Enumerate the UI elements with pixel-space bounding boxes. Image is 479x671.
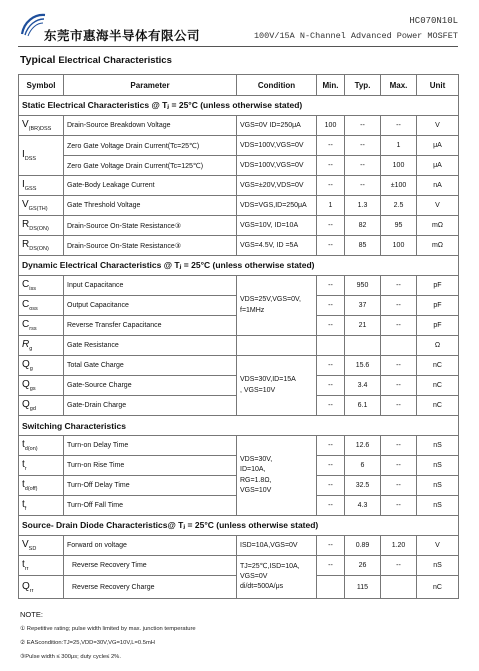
min-cell: -- xyxy=(317,176,345,196)
unit-cell: nC xyxy=(417,396,459,416)
parameter-cell: Reverse Recovery Charge xyxy=(64,576,237,599)
company-name: 东莞市惠海半导体有限公司 xyxy=(44,28,201,43)
parameter-cell: Zero Gate Voltage Drain Current(Tc=25℃) xyxy=(64,136,237,156)
typ-cell: 0.89 xyxy=(345,536,381,556)
typ-cell: -- xyxy=(345,156,381,176)
min-cell: -- xyxy=(317,136,345,156)
typ-cell: -- xyxy=(345,116,381,136)
min-cell: -- xyxy=(317,496,345,516)
typ-cell: 6.1 xyxy=(345,396,381,416)
symbol-cell: $R_g$ xyxy=(19,336,64,356)
parameter-cell: Reverse Recovery Time xyxy=(64,556,237,576)
column-header: Symbol xyxy=(19,75,64,96)
typ-cell: 85 xyxy=(345,236,381,256)
unit-cell: nA xyxy=(417,176,459,196)
unit-cell: nC xyxy=(417,356,459,376)
note-2: ② EAScondition:TJ=25,VDD=30V,VG=10V,L=0.5mH xyxy=(20,640,155,646)
typ-cell: 4.3 xyxy=(345,496,381,516)
note-1: ① Repetitive rating; pulse width limited by max. junction temperature xyxy=(20,626,196,632)
condition-cell: VGS=±20V,VDS=0V xyxy=(237,176,317,196)
max-cell xyxy=(381,576,417,599)
section-heading-dynamic: Dynamic Electrical Characteristics @ Tⱼ = 25°C (unless otherwise stated) xyxy=(19,256,459,276)
max-cell: 1 xyxy=(381,136,417,156)
max-cell: 2.5 xyxy=(381,196,417,216)
symbol-cell: $C_{iss}$ xyxy=(19,276,64,296)
symbol-cell: $t_{d(off)}$ xyxy=(19,476,64,496)
unit-cell: nS xyxy=(417,436,459,456)
unit-cell: pF xyxy=(417,276,459,296)
unit-cell: μA xyxy=(417,136,459,156)
condition-cell: ISD=10A,VGS=0V xyxy=(237,536,317,556)
min-cell: -- xyxy=(317,396,345,416)
symbol-cell: $C_{rss}$ xyxy=(19,316,64,336)
max-cell: -- xyxy=(381,436,417,456)
symbol-cell: $R_{DS(ON)}$ xyxy=(19,216,64,236)
symbol-cell: $t_f$ xyxy=(19,496,64,516)
min-cell: -- xyxy=(317,236,345,256)
unit-cell: nC xyxy=(417,376,459,396)
max-cell: -- xyxy=(381,556,417,576)
table-row xyxy=(19,236,459,256)
table-row xyxy=(19,536,459,556)
parameter-cell: Zero Gate Voltage Drain Current(Tc=125℃) xyxy=(64,156,237,176)
section-heading-diode: Source- Drain Diode Characteristics@ Tⱼ = 25°C (unless otherwise stated) xyxy=(19,516,459,536)
typ-cell: -- xyxy=(345,136,381,156)
typ-cell: 950 xyxy=(345,276,381,296)
max-cell: ±100 xyxy=(381,176,417,196)
parameter-cell: Turn-on Rise Time xyxy=(64,456,237,476)
unit-cell: mΩ xyxy=(417,236,459,256)
typ-cell: 21 xyxy=(345,316,381,336)
min-cell: -- xyxy=(317,476,345,496)
condition-cell: VGS=10V, ID=10A xyxy=(237,216,317,236)
parameter-cell: Drain-Source Breakdown Voltage xyxy=(64,116,237,136)
condition-cell: VDS=100V,VGS=0V xyxy=(237,156,317,176)
header-divider xyxy=(18,46,458,47)
max-cell: -- xyxy=(381,276,417,296)
parameter-cell: Reverse Transfer Capacitance xyxy=(64,316,237,336)
max-cell: -- xyxy=(381,376,417,396)
condition-cell: VGS=4.5V, ID =5A xyxy=(237,236,317,256)
max-cell: -- xyxy=(381,456,417,476)
condition-cell: VDS=30V,ID=15A , VGS=10V xyxy=(237,356,317,416)
unit-cell: nS xyxy=(417,496,459,516)
section-title xyxy=(20,54,172,66)
unit-cell: μA xyxy=(417,156,459,176)
max-cell: -- xyxy=(381,476,417,496)
typ-cell: 37 xyxy=(345,296,381,316)
symbol-cell: $t_{rr}$ xyxy=(19,556,64,576)
symbol-cell: $I_{GSS}$ xyxy=(19,176,64,196)
parameter-cell: Gate Threshold Voltage xyxy=(64,196,237,216)
max-cell: -- xyxy=(381,356,417,376)
min-cell: -- xyxy=(317,316,345,336)
max-cell: 95 xyxy=(381,216,417,236)
max-cell: -- xyxy=(381,316,417,336)
typ-cell: -- xyxy=(345,176,381,196)
symbol-cell: $R_{DS(ON)}$ xyxy=(19,236,64,256)
unit-cell: nS xyxy=(417,476,459,496)
parameter-cell: Gate-Body Leakage Current xyxy=(64,176,237,196)
section-row xyxy=(19,416,459,436)
min-cell: 100 xyxy=(317,116,345,136)
symbol-cell: $C_{oss}$ xyxy=(19,296,64,316)
max-cell: -- xyxy=(381,296,417,316)
min-cell: -- xyxy=(317,436,345,456)
table-row xyxy=(19,216,459,236)
typ-cell: 6 xyxy=(345,456,381,476)
typ-cell: 1.3 xyxy=(345,196,381,216)
table-row xyxy=(19,276,459,296)
symbol-cell: $Q_{gd}$ xyxy=(19,396,64,416)
table-row xyxy=(19,556,459,576)
max-cell: 1.20 xyxy=(381,536,417,556)
unit-cell: nC xyxy=(417,576,459,599)
max-cell xyxy=(381,336,417,356)
min-cell: -- xyxy=(317,156,345,176)
table-row xyxy=(19,436,459,456)
condition-cell: VDS=25V,VGS=0V, f=1MHz xyxy=(237,276,317,336)
column-header: Min. xyxy=(317,75,345,96)
parameter-cell: Gate-Source Charge xyxy=(64,376,237,396)
min-cell: -- xyxy=(317,376,345,396)
unit-cell: V xyxy=(417,196,459,216)
min-cell xyxy=(317,576,345,599)
typ-cell: 15.6 xyxy=(345,356,381,376)
symbol-cell: $V_{(BR)DSS}$ xyxy=(19,116,64,136)
section-row xyxy=(19,256,459,276)
note-3: ③Pulse width ≤ 300μs; duty cycle≤ 2%. xyxy=(20,654,121,660)
parameter-cell: Output Capacitance xyxy=(64,296,237,316)
min-cell: -- xyxy=(317,296,345,316)
max-cell: -- xyxy=(381,496,417,516)
parameter-cell: Turn-on Delay Time xyxy=(64,436,237,456)
section-heading-switching: Switching Characteristics xyxy=(19,416,459,436)
unit-cell: nS xyxy=(417,456,459,476)
unit-cell: Ω xyxy=(417,336,459,356)
table-header-row xyxy=(19,75,459,96)
symbol-cell: $Q_g$ xyxy=(19,356,64,376)
condition-cell: TJ=25℃,ISD=10A, VGS=0V di/dt=500A/μs xyxy=(237,556,317,599)
table-row xyxy=(19,176,459,196)
symbol-cell: $t_{d(on)}$ xyxy=(19,436,64,456)
section-title-prefix: Typical xyxy=(20,54,56,66)
typ-cell: 82 xyxy=(345,216,381,236)
unit-cell: pF xyxy=(417,316,459,336)
section-row xyxy=(19,96,459,116)
typ-cell xyxy=(345,336,381,356)
max-cell: 100 xyxy=(381,156,417,176)
part-description: 100V/15A N-Channel Advanced Power MOSFET xyxy=(253,31,458,41)
parameter-cell: Gate Resistance xyxy=(64,336,237,356)
parameter-cell: Turn-Off Fall Time xyxy=(64,496,237,516)
max-cell: -- xyxy=(381,396,417,416)
typ-cell: 115 xyxy=(345,576,381,599)
symbol-cell: $t_r$ xyxy=(19,456,64,476)
table-row xyxy=(19,136,459,156)
column-header: Typ. xyxy=(345,75,381,96)
symbol-cell: $Q_{rr}$ xyxy=(19,576,64,599)
page-header xyxy=(18,12,458,46)
symbol-cell: $V_{GS(TH)}$ xyxy=(19,196,64,216)
section-title-text: Electrical Characteristics xyxy=(58,55,172,66)
typ-cell: 3.4 xyxy=(345,376,381,396)
column-header: Parameter xyxy=(64,75,237,96)
condition-cell xyxy=(237,336,317,356)
section-heading-static: Static Electrical Characteristics @ Tⱼ = 25°C (unless otherwise stated) xyxy=(19,96,459,116)
symbol-cell: $I_{DSS}$ xyxy=(19,136,64,176)
condition-cell: VDS=VGS,ID=250μA xyxy=(237,196,317,216)
unit-cell: V xyxy=(417,536,459,556)
parameter-cell: Drain-Source On-State Resistance③ xyxy=(64,236,237,256)
unit-cell: nS xyxy=(417,556,459,576)
symbol-cell: $V_{SD}$ xyxy=(19,536,64,556)
unit-cell: pF xyxy=(417,296,459,316)
parameter-cell: Total Gate Charge xyxy=(64,356,237,376)
min-cell: -- xyxy=(317,216,345,236)
max-cell: 100 xyxy=(381,236,417,256)
typ-cell: 12.6 xyxy=(345,436,381,456)
condition-cell: VDS=30V, ID=10A, RG=1.8Ω, VGS=10V xyxy=(237,436,317,516)
notes-label: NOTE: xyxy=(20,610,43,619)
table-row xyxy=(19,356,459,376)
min-cell xyxy=(317,336,345,356)
typ-cell: 26 xyxy=(345,556,381,576)
table-row xyxy=(19,196,459,216)
table-row xyxy=(19,116,459,136)
electrical-characteristics-table xyxy=(18,74,459,599)
min-cell: -- xyxy=(317,276,345,296)
parameter-cell: Gate-Drain Charge xyxy=(64,396,237,416)
unit-cell: V xyxy=(417,116,459,136)
table-row xyxy=(19,156,459,176)
parameter-cell: Forward on voltage xyxy=(64,536,237,556)
column-header: Max. xyxy=(381,75,417,96)
min-cell: -- xyxy=(317,456,345,476)
section-row xyxy=(19,516,459,536)
column-header: Unit xyxy=(417,75,459,96)
typ-cell: 32.5 xyxy=(345,476,381,496)
min-cell: 1 xyxy=(317,196,345,216)
condition-cell: VGS=0V ID=250μA xyxy=(237,116,317,136)
parameter-cell: Drain-Source On-State Resistance③ xyxy=(64,216,237,236)
part-number: HC070N10L xyxy=(409,16,458,26)
unit-cell: mΩ xyxy=(417,216,459,236)
column-header: Condition xyxy=(237,75,317,96)
parameter-cell: Input Capacitance xyxy=(64,276,237,296)
min-cell: -- xyxy=(317,356,345,376)
min-cell: -- xyxy=(317,556,345,576)
condition-cell: VDS=100V,VGS=0V xyxy=(237,136,317,156)
symbol-cell: $Q_{gs}$ xyxy=(19,376,64,396)
min-cell: -- xyxy=(317,536,345,556)
max-cell: -- xyxy=(381,116,417,136)
table-row xyxy=(19,336,459,356)
parameter-cell: Turn-Off Delay Time xyxy=(64,476,237,496)
